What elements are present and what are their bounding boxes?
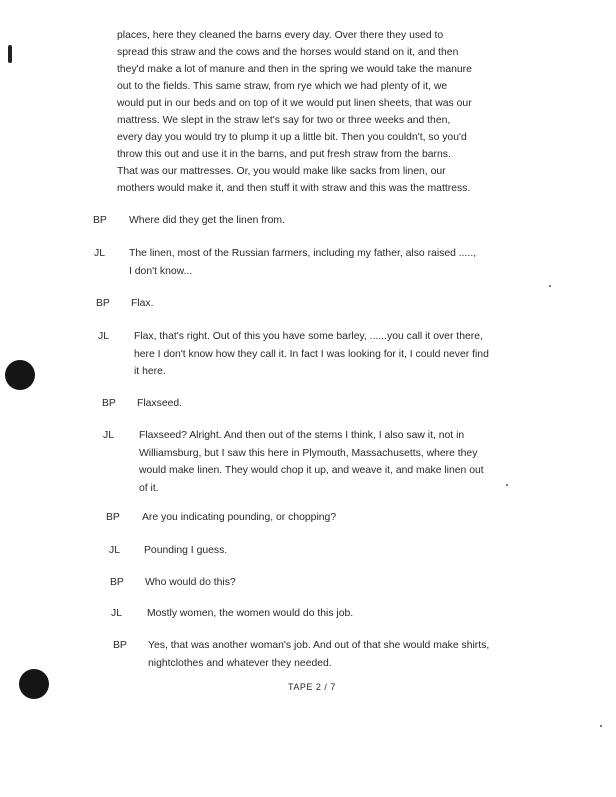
utterance-line: would make linen. They would chop it up, and weave it, and make linen out xyxy=(139,465,484,476)
speaker-label: JL xyxy=(111,608,122,619)
speaker-label: JL xyxy=(98,331,109,342)
utterance-line: Flaxseed? Alright. And then out of the stems I think, I also saw it, not in xyxy=(139,430,465,441)
utterance-line: of it. xyxy=(139,482,159,494)
utterance-line: The linen, most of the Russian farmers, including my father, also raised ....., xyxy=(129,248,477,259)
paragraph-line: every day you would try to plump it up a little bit. Then you couldn't, so you'd xyxy=(117,132,467,143)
paragraph-line: would put in our beds and on top of it we would put linen sheets, that was our xyxy=(117,98,472,109)
utterance-line: Who would do this? xyxy=(145,577,236,588)
paragraph-line: mothers would make it, and then stuff it with straw and this was the mattress. xyxy=(117,183,471,194)
speaker-label: JL xyxy=(94,248,105,259)
utterance-line: Flaxseed. xyxy=(137,398,183,409)
speaker-label: BP xyxy=(113,640,127,651)
utterance-line: Flax, that's right. Out of this you have some barley, ......you call it over there, xyxy=(134,331,483,342)
opening-paragraph xyxy=(117,27,489,197)
utterance-line: nightclothes and whatever they needed. xyxy=(148,657,332,669)
speaker-label: BP xyxy=(106,512,120,523)
paragraph-line: That was our mattresses. Or, you would make like sacks from linen, our xyxy=(117,166,446,177)
binder-mark xyxy=(8,45,12,63)
speaker-label: JL xyxy=(109,545,120,556)
speaker-label: JL xyxy=(103,430,114,441)
paragraph-line: places, here they cleaned the barns every day. Over there they used to xyxy=(117,30,444,41)
punch-hole-bottom xyxy=(19,669,49,699)
utterance xyxy=(145,574,236,592)
utterance-line: it here. xyxy=(134,366,166,377)
utterance xyxy=(137,395,182,413)
utterance xyxy=(139,427,484,497)
paragraph-line: spread this straw and the cows and the horses would stand on it, and then xyxy=(117,47,459,58)
utterance xyxy=(129,245,476,280)
paragraph-line: mattress. We slept in the straw let's say for two or three weeks and then, xyxy=(117,115,451,126)
scan-speck xyxy=(549,285,551,287)
speaker-label: BP xyxy=(102,398,116,409)
paragraph-line: out to the fields. This same straw, from rye which we had plenty of it, we xyxy=(117,81,448,92)
speaker-label: BP xyxy=(96,298,110,309)
utterance-line: Williamsburg, but I saw this here in Plymouth, Massachusetts, where they xyxy=(139,447,478,459)
punch-hole-top xyxy=(5,360,35,390)
utterance-line: Yes, that was another woman's job. And out of that she would make shirts, xyxy=(148,640,490,651)
utterance-line: Where did they get the linen from. xyxy=(129,215,285,226)
page-footer: TAPE 2 / 7 xyxy=(288,682,336,692)
paragraph-line: they'd make a lot of manure and then in the spring we would take the manure xyxy=(117,64,472,75)
utterance xyxy=(144,542,227,560)
utterance xyxy=(134,328,489,381)
speaker-label: BP xyxy=(93,215,107,226)
utterance-line: here I don't know how they call it. In fact I was looking for it, I could never find xyxy=(134,348,489,360)
utterance-line: Pounding I guess. xyxy=(144,545,228,556)
utterance-line: Are you indicating pounding, or chopping? xyxy=(142,512,337,523)
utterance-line: Mostly women, the women would do this job. xyxy=(147,608,354,619)
utterance xyxy=(142,509,336,527)
utterance xyxy=(131,295,154,313)
utterance-line: I don't know... xyxy=(129,265,193,277)
speaker-label: BP xyxy=(110,577,124,588)
utterance-line: Flax. xyxy=(131,298,154,309)
utterance xyxy=(147,605,353,623)
paragraph-line: throw this out and use it in the barns, and put fresh straw from the barns. xyxy=(117,149,451,160)
scan-speck xyxy=(506,484,508,486)
scan-speck xyxy=(600,725,602,727)
utterance xyxy=(129,212,285,230)
utterance xyxy=(148,637,489,672)
